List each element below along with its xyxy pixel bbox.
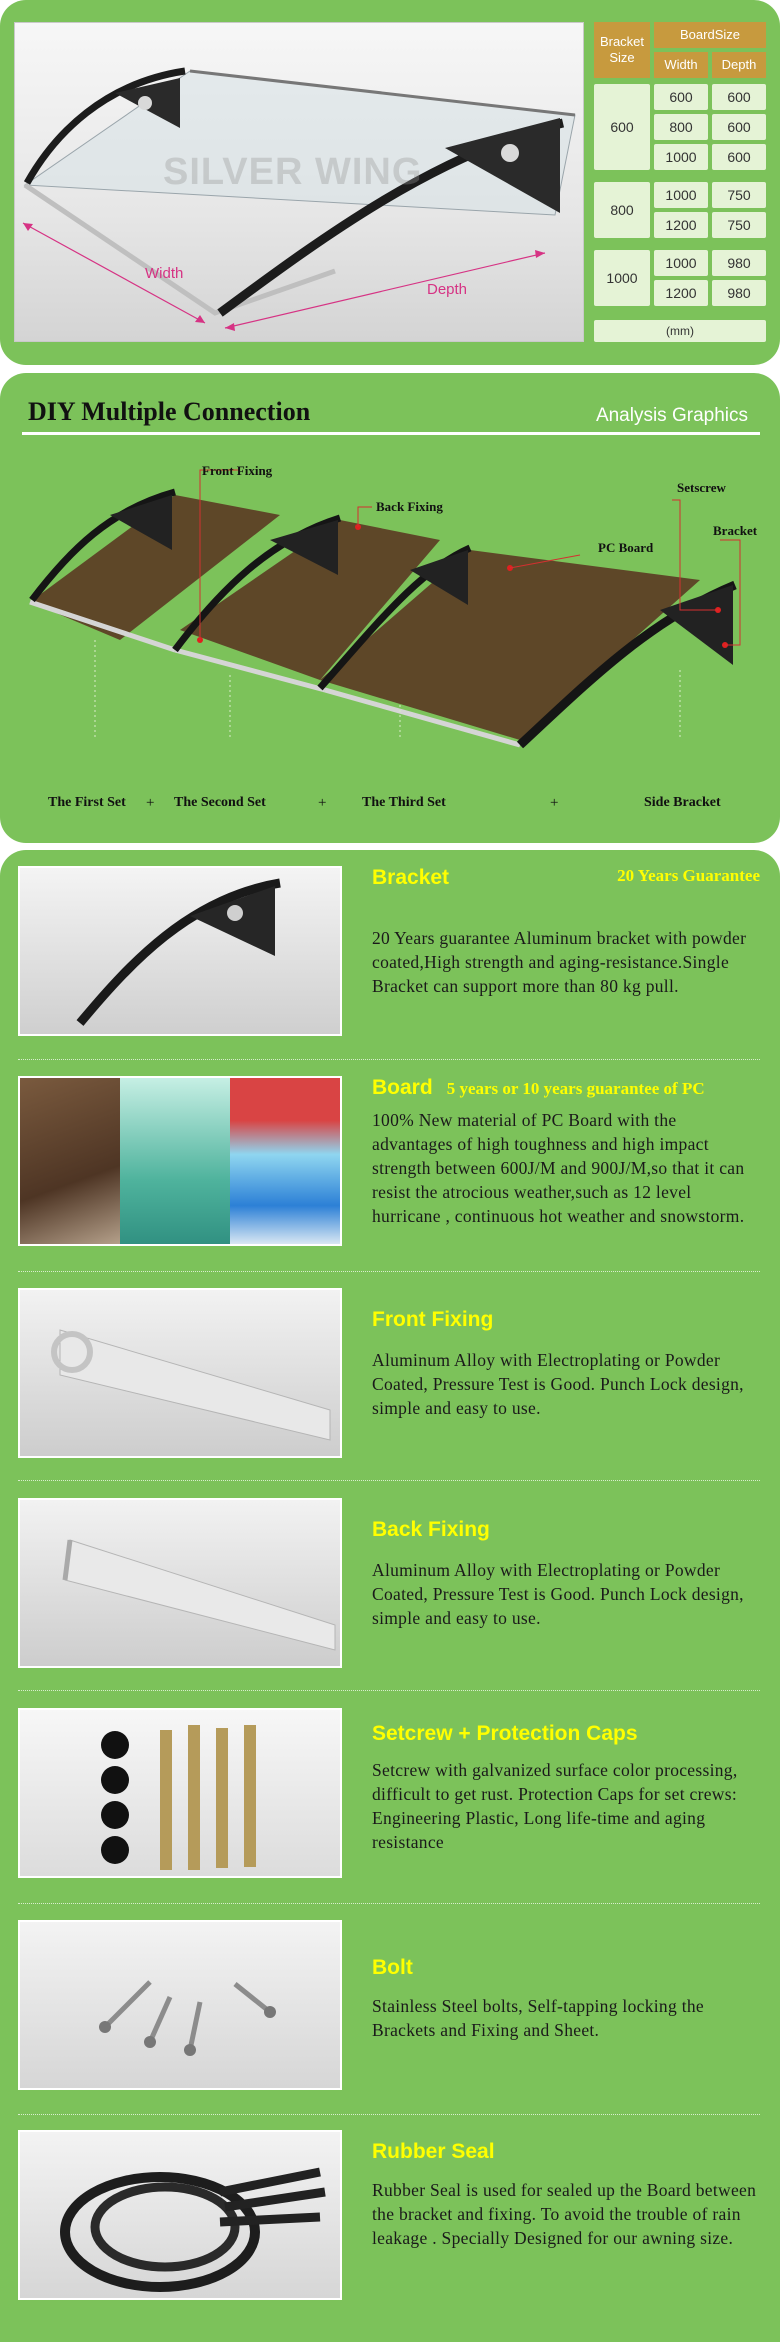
unit-cell: (mm) <box>594 320 766 342</box>
plus-sign: + <box>318 795 327 811</box>
part-title-text: Rubber Seal <box>372 2140 495 2163</box>
width-cell: 1200 <box>654 212 708 238</box>
section-divider <box>18 1480 760 1481</box>
depth-cell: 750 <box>712 182 766 208</box>
board-photo <box>18 1076 342 1246</box>
setcrew-photo <box>18 1708 342 1878</box>
part-desc-setcrew: Setcrew with galvanized surface color processing, difficult to get rust. Protection Caps for set crews: Engineering Plastic, Long life-time and aging resistance <box>372 1760 738 1852</box>
section-divider <box>18 1271 760 1272</box>
header-bracket-size: Bracket Size <box>594 22 650 78</box>
diy-divider <box>22 432 760 435</box>
bracket-photo <box>18 866 342 1036</box>
depth-dimension-label: Depth <box>427 281 468 298</box>
front-fixing-photo <box>18 1288 342 1458</box>
section-divider <box>18 1690 760 1691</box>
plus-sign: + <box>146 795 155 811</box>
awning-product-photo <box>14 22 584 342</box>
depth-cell: 980 <box>712 280 766 306</box>
part-title-text: Bracket <box>372 866 450 889</box>
section-divider <box>18 1059 760 1060</box>
callout-setscrew: Setscrew <box>677 480 726 495</box>
width-cell: 1000 <box>654 250 708 276</box>
callout-back-fixing: Back Fixing <box>376 499 443 514</box>
bolt-photo <box>18 1920 342 2090</box>
part-title-setcrew <box>372 1722 638 1746</box>
part-title-bolt <box>372 1956 413 1980</box>
diy-subtitle: Analysis Graphics <box>595 405 748 426</box>
part-desc-board: 100% New material of PC Board with the advantages of high toughness and high impact strength between 600J/M and 900J/M,so that it can resist the atrocious weather,such as 12 level hurricane , continuous hot weather and snowstorm. <box>372 1110 745 1226</box>
depth-cell: 600 <box>712 144 766 170</box>
part-desc-bolt: Stainless Steel bolts, Self-tapping locking the Brackets and Fixing and Sheet. <box>372 1996 704 2040</box>
width-cell: 1000 <box>654 144 708 170</box>
plus-sign: + <box>550 795 559 811</box>
part-title-rubber-seal <box>372 2140 495 2164</box>
part-title-text: Board <box>372 1076 433 1099</box>
label-first-set: The First Set <box>48 795 126 810</box>
part-desc-bracket: 20 Years guarantee Aluminum bracket with powder coated,High strength and aging-resistance.Single Bracket can support more than 80 kg pull. <box>372 928 747 996</box>
part-title-text: Front Fixing <box>372 1308 494 1331</box>
bracket-size-cell: 600 <box>594 84 650 170</box>
bracket-guarantee-tag <box>617 866 760 886</box>
callout-pc-board: PC Board <box>598 540 654 555</box>
header-board-size: BoardSize <box>654 22 766 48</box>
diy-title: DIY Multiple Connection <box>28 397 311 426</box>
width-cell: 600 <box>654 84 708 110</box>
part-title-back-fixing <box>372 1518 490 1542</box>
product-overview-panel <box>0 0 780 365</box>
part-title-board <box>372 1076 705 1100</box>
watermark-text: SILVER WING <box>163 151 423 193</box>
width-cell: 1200 <box>654 280 708 306</box>
guarantee-text: 20 Years Guarantee <box>617 866 760 885</box>
part-desc-rubber-seal: Rubber Seal is used for sealed up the Board between the bracket and fixing. To avoid the trouble of rain leakage . Specially Designed for our awning size. <box>372 2180 757 2248</box>
part-title-text: Bolt <box>372 1956 413 1979</box>
rubber-seal-photo <box>18 2130 342 2300</box>
depth-cell: 600 <box>712 84 766 110</box>
header-depth: Depth <box>712 52 766 78</box>
multiple-connection-illustration <box>0 440 780 780</box>
header-width: Width <box>654 52 708 78</box>
width-cell: 800 <box>654 114 708 140</box>
back-fixing-photo <box>18 1498 342 1668</box>
section-divider <box>18 1903 760 1904</box>
width-cell: 1000 <box>654 182 708 208</box>
callout-bracket: Bracket <box>713 523 758 538</box>
bracket-size-cell: 800 <box>594 182 650 238</box>
depth-cell: 980 <box>712 250 766 276</box>
part-title-front-fixing <box>372 1308 493 1332</box>
guarantee-text: 5 years or 10 years guarantee of PC <box>446 1079 705 1098</box>
part-title-bracket <box>372 866 449 890</box>
depth-cell: 750 <box>712 212 766 238</box>
label-third-set: The Third Set <box>362 795 446 810</box>
width-dimension-label: Width <box>145 265 184 282</box>
callout-front-fixing: Front Fixing <box>202 463 273 478</box>
bracket-size-cell: 1000 <box>594 250 650 306</box>
depth-cell: 600 <box>712 114 766 140</box>
part-title-text: Setcrew + Protection Caps <box>372 1722 638 1745</box>
part-desc-front-fixing: Aluminum Alloy with Electroplating or Powder Coated, Pressure Test is Good. Punch Lock design, simple and easy to use. <box>372 1350 744 1418</box>
section-divider <box>18 2114 760 2115</box>
part-desc-back-fixing: Aluminum Alloy with Electroplating or Powder Coated, Pressure Test is Good. Punch Lock design, simple and easy to use. <box>372 1560 744 1628</box>
label-second-set: The Second Set <box>174 795 266 810</box>
label-side-bracket: Side Bracket <box>644 795 721 810</box>
part-title-text: Back Fixing <box>372 1518 490 1541</box>
